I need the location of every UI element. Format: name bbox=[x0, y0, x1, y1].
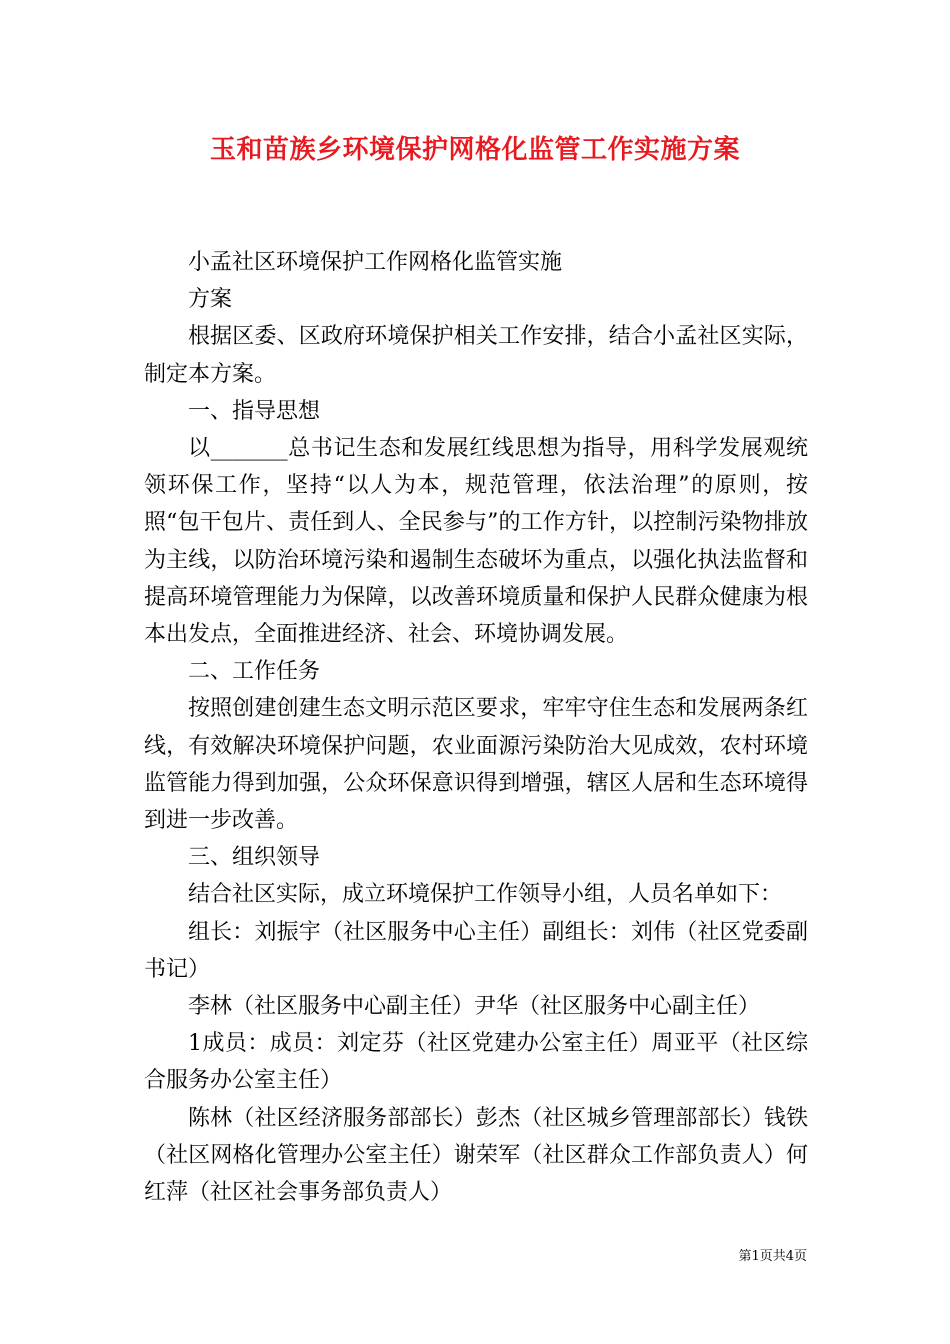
paragraph: 方案 bbox=[188, 287, 233, 313]
paragraph: 结合社区实际，成立环境保护工作领导小组，人员名单如下： bbox=[188, 882, 783, 908]
paragraph: 按照创建创建生态文明示范区要求，牢牢守住生态和发展两条红线，有效解决环境保护问题，农业面源污染防治大见成效，农村环境监管能力得到加强，公众环保意识得到增强，辖区人居和生态环境得到进一步改善。 bbox=[144, 696, 808, 834]
paragraph: 小孟社区环境保护工作网格化监管实施 bbox=[188, 250, 563, 275]
paragraph: 以_______总书记生态和发展红线思想为指导，用科学发展观统领环保工作，坚持“以人为本，规范管理，依法治理”的原则，按照“包干包片、责任到人、全民参与”的工作方针，以控制污染物排放为主线，以防治环境污染和遏制生态破坏为重点，以强化执法监督和提高环境管理能力为保障，以改善环境质量和保护人民群众健康为根本出发点，全面推进经济、社会、环境协调发展。 bbox=[144, 436, 808, 648]
paragraph: 1成员：成员：刘定芬（社区党建办公室主任）周亚平（社区综合服务办公室主任） bbox=[144, 1031, 808, 1094]
paragraph: 李林（社区服务中心副主任）尹华（社区服务中心副主任） bbox=[188, 994, 761, 1020]
paragraph: 组长：刘振宇（社区服务中心主任）副组长：刘伟（社区党委副书记） bbox=[144, 919, 808, 982]
paragraph: 根据区委、区政府环境保护相关工作安排，结合小孟社区实际，制定本方案。 bbox=[144, 324, 808, 387]
page-number: 第1页共4页 bbox=[738, 1249, 807, 1264]
document-title: 玉和苗族乡环境保护网格化监管工作实施方案 bbox=[209, 135, 740, 165]
section-heading: 三、组织领导 bbox=[188, 845, 321, 871]
document-body bbox=[144, 244, 808, 1211]
section-heading: 二、工作任务 bbox=[188, 659, 321, 685]
section-heading: 一、指导思想 bbox=[188, 398, 321, 424]
paragraph: 陈林（社区经济服务部部长）彭杰（社区城乡管理部部长）钱铁（社区网格化管理办公室主任）谢荣军（社区群众工作部负责人）何红萍（社区社会事务部负责人） bbox=[144, 1105, 808, 1206]
